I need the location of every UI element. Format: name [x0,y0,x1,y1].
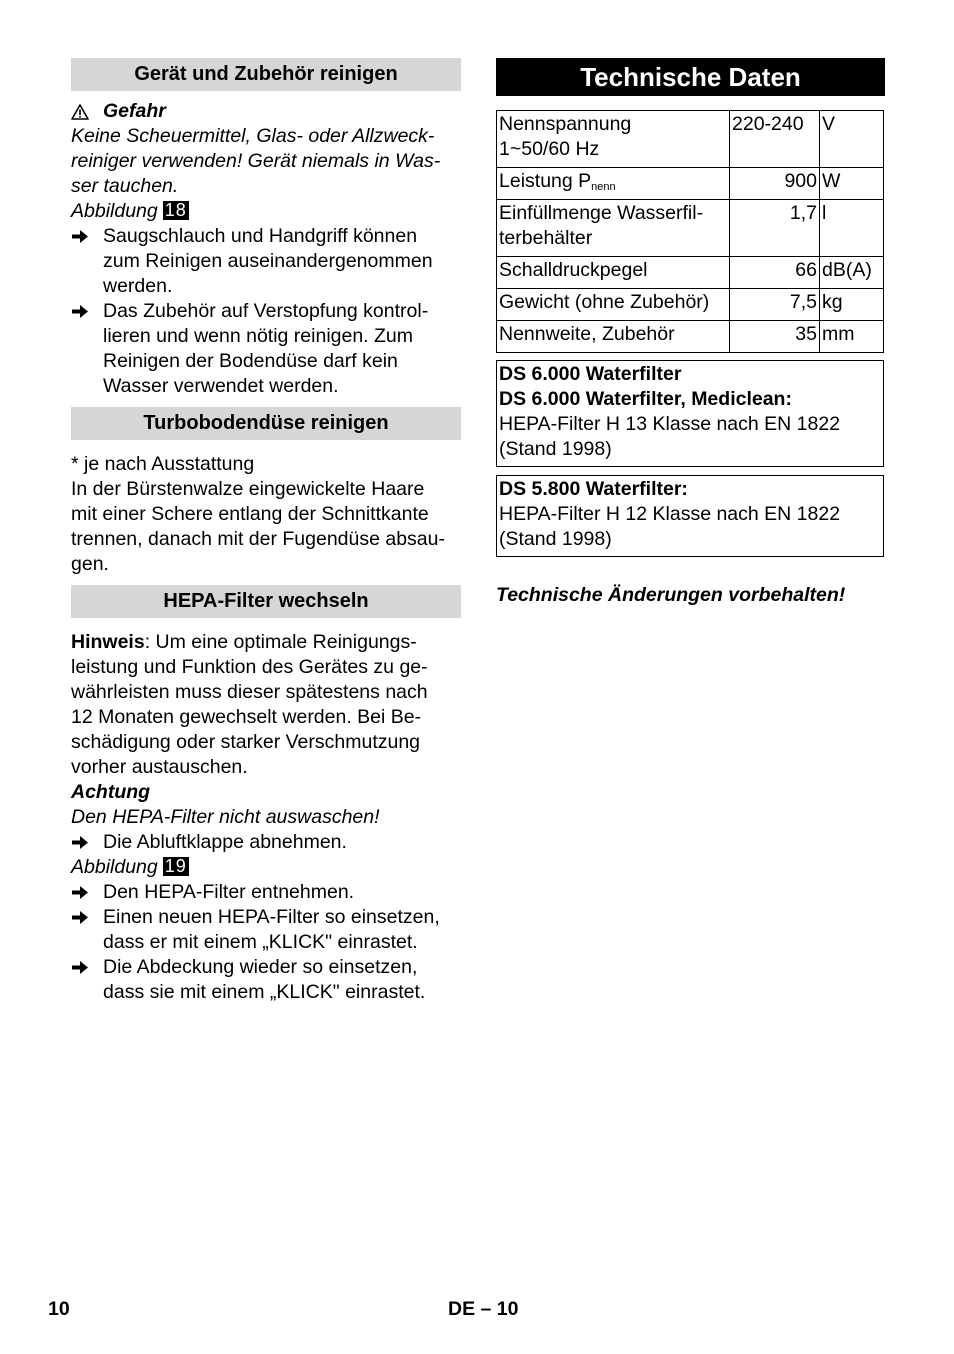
spec-label-main: Leistung P [499,170,592,192]
box-line: (Stand 1998) [499,528,612,550]
body-line: gen. [71,553,109,575]
box-heading: DS 6.000 Waterfilter [499,363,682,385]
warning-triangle-icon [71,104,93,120]
page-number: 10 [48,1298,70,1320]
body-line: trennen, danach mit der Fugendüse absau- [71,528,445,550]
technical-changes-note: Technische Änderungen vorbehalten! [496,584,846,606]
spec-value: 220-240 [730,111,820,168]
figure-number-badge: 19 [164,856,187,876]
spec-value: 66 [730,257,820,289]
arrow-right-icon [71,830,103,855]
body-line: mit einer Schere entlang der Schnittkante [71,503,429,525]
spec-value: 1,7 [730,200,820,257]
instruction-line: Einen neuen HEPA-Filter so einsetzen, [103,906,440,928]
instruction-item [71,830,461,855]
instruction-line: Saugschlauch und Handgriff können [103,225,418,247]
page-title: Technische Daten [496,58,885,96]
box-heading: DS 6.000 Waterfilter, Mediclean: [499,388,792,410]
body-line: In der Bürstenwalze eingewickelte Haare [71,478,425,500]
danger-text-line: Keine Scheuermittel, Glas- oder Allzweck- [71,125,435,147]
box-line: HEPA-Filter H 12 Klasse nach EN 1822 [499,503,841,525]
body-line: leistung und Funktion des Gerätes zu ge- [71,656,428,678]
spec-label-line: Einfüllmenge Wasserfil- [499,202,704,224]
spec-label-line: 1~50/60 Hz [499,138,600,160]
section-page-label: DE – 10 [448,1298,519,1320]
table-row [497,257,884,289]
spec-unit: kg [820,289,884,321]
section-heading-hepa: HEPA-Filter wechseln [71,585,461,618]
hint-label: Hinweis [71,631,145,653]
instruction-line: Wasser verwendet werden. [103,375,339,397]
spec-unit: l [820,200,884,257]
instruction-line: zum Reinigen auseinandergenommen [103,250,433,272]
danger-label: Gefahr [103,100,166,122]
instruction-line: Reinigen der Bodendüse darf kein [103,350,398,372]
figure-label: Abbildung [71,200,158,222]
spec-label-line: terbehälter [499,227,593,249]
instruction-item [71,955,461,1005]
table-row [497,111,884,168]
hint-paragraph [71,630,461,655]
body-line: * je nach Ausstattung [71,453,255,475]
body-line: 12 Monaten gewechselt werden. Bei Be- [71,706,422,728]
arrow-right-icon [71,955,103,1005]
spec-label: Schalldruckpegel [497,257,730,289]
spec-unit: mm [820,321,884,353]
table-row [497,168,884,200]
instruction-item [71,224,461,299]
hint-text: : Um eine optimale Reinigungs- [144,631,417,653]
arrow-right-icon [71,880,103,905]
figure-label: Abbildung [71,856,158,878]
filter-info-box-ds6000 [496,360,884,467]
right-column [496,58,885,608]
box-heading: DS 5.800 Waterfilter: [499,478,688,500]
spec-label [497,111,730,168]
danger-text-line: ser tauchen. [71,175,179,197]
table-row [497,289,884,321]
spec-label-subscript: nenn [591,181,616,193]
figure-reference [71,199,461,224]
spec-label [497,168,730,200]
instruction-item [71,299,461,399]
section-heading-turbo-nozzle: Turbobodendüse reinigen [71,407,461,440]
arrow-right-icon [71,224,103,299]
danger-text-line: reiniger verwenden! Gerät niemals in Was- [71,150,441,172]
body-line: vorher austauschen. [71,756,248,778]
caution-text: Den HEPA-Filter nicht auswaschen! [71,806,380,828]
spec-unit: W [820,168,884,200]
spec-label-line: Nennspannung [499,113,632,135]
spec-value: 35 [730,321,820,353]
box-line: HEPA-Filter H 13 Klasse nach EN 1822 [499,413,841,435]
figure-number-badge: 18 [164,200,187,220]
filter-info-box-ds5800 [496,475,884,557]
spec-unit: V [820,111,884,168]
table-row [497,321,884,353]
instruction-line: dass er mit einem „KLICK" einrastet. [103,931,418,953]
instruction-line: Die Abluftklappe abnehmen. [103,831,347,853]
caution-label: Achtung [71,781,151,803]
spec-table [496,110,884,353]
instruction-line: Das Zubehör auf Verstopfung kontrol- [103,300,429,322]
instruction-item [71,880,461,905]
body-line: schädigung oder starker Verschmutzung [71,731,421,753]
figure-reference [71,855,461,880]
spec-label [497,200,730,257]
instruction-line: Die Abdeckung wieder so einsetzen, [103,956,418,978]
spec-value: 7,5 [730,289,820,321]
danger-warning [71,99,461,124]
instruction-item [71,905,461,955]
spec-unit: dB(A) [820,257,884,289]
arrow-right-icon [71,299,103,399]
instruction-line: werden. [103,275,173,297]
box-line: (Stand 1998) [499,438,612,460]
section-heading-cleaning: Gerät und Zubehör reinigen [71,58,461,91]
body-line: währleisten muss dieser spätestens nach [71,681,428,703]
left-column [71,58,461,1005]
spec-label: Gewicht (ohne Zubehör) [497,289,730,321]
table-row [497,200,884,257]
instruction-line: lieren und wenn nötig reinigen. Zum [103,325,414,347]
instruction-line: Den HEPA-Filter entnehmen. [103,881,355,903]
spec-value: 900 [730,168,820,200]
instruction-line: dass sie mit einem „KLICK" einrastet. [103,981,426,1003]
arrow-right-icon [71,905,103,955]
spec-label: Nennweite, Zubehör [497,321,730,353]
